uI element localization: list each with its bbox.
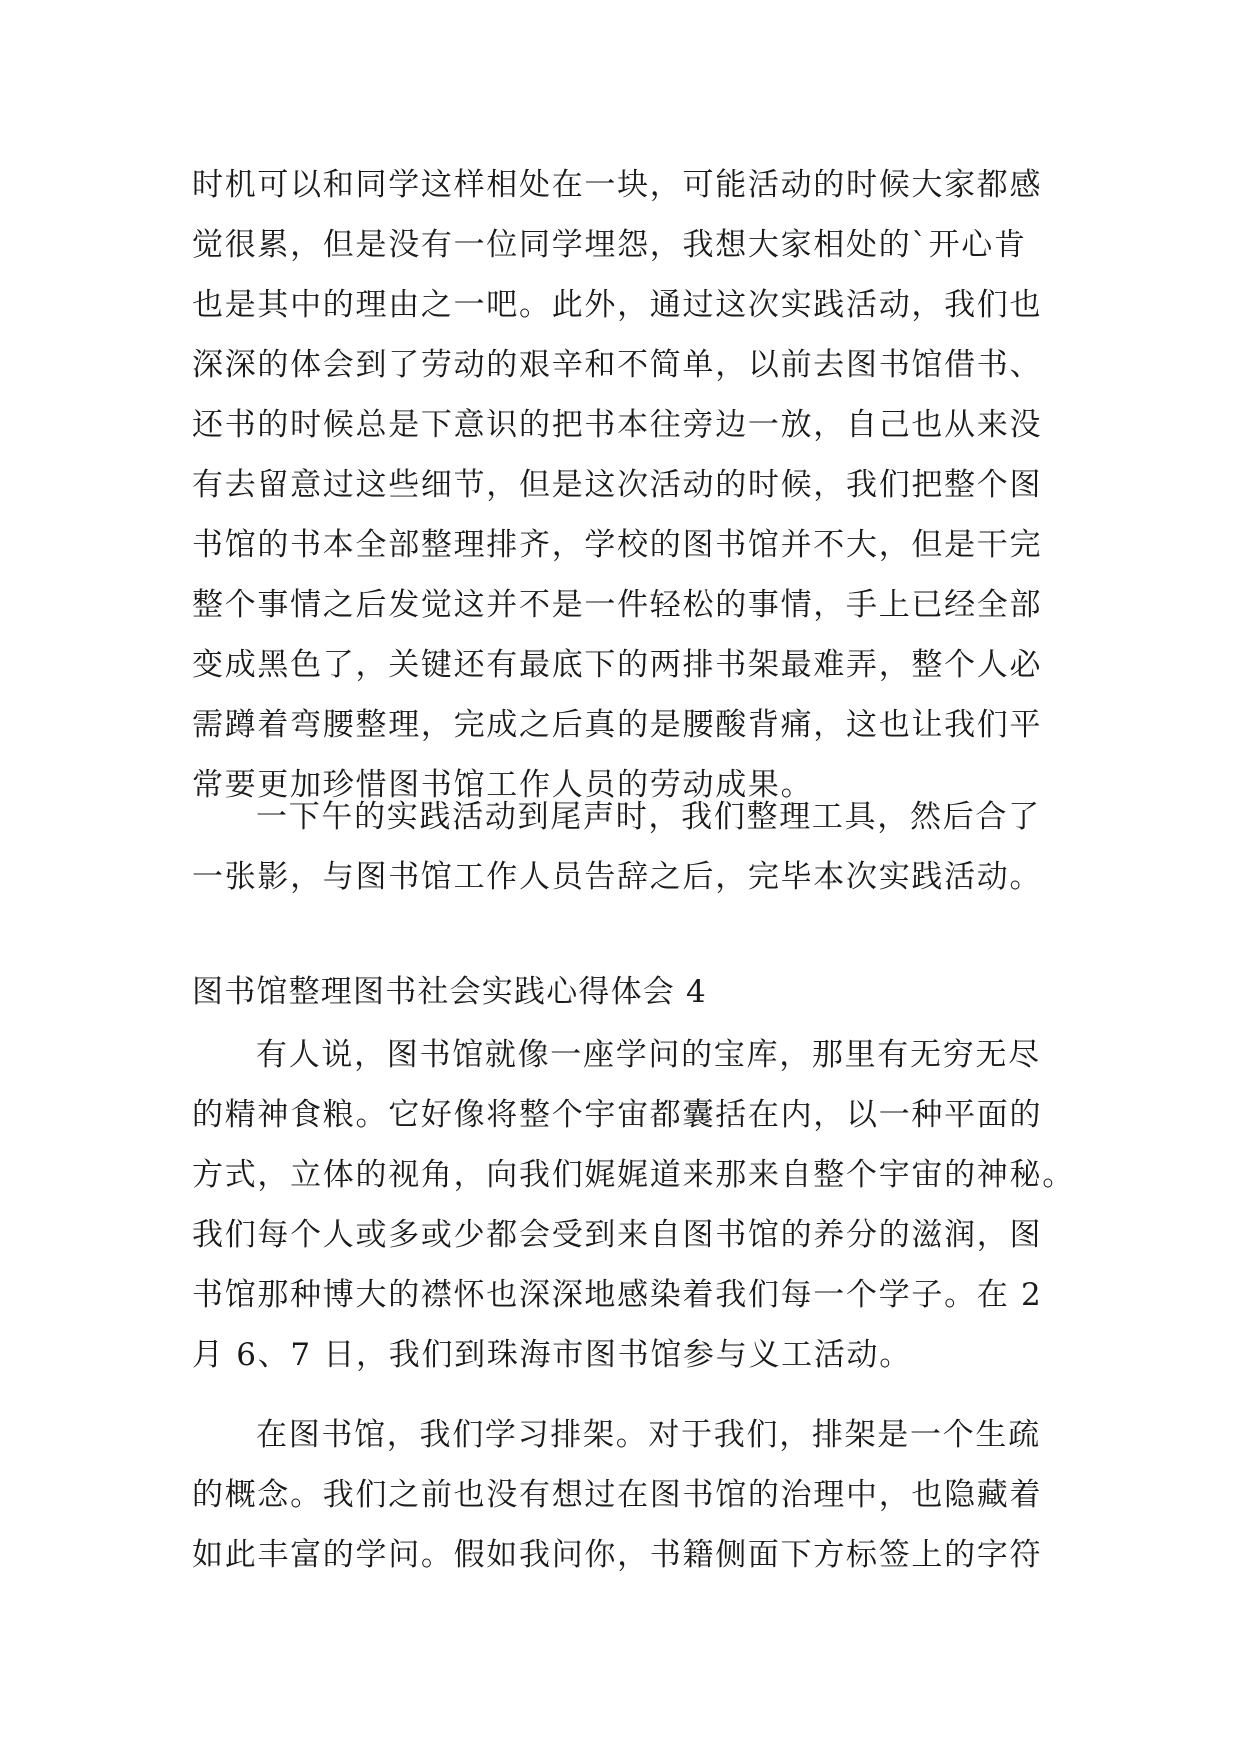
paragraph-line: 常要更加珍惜图书馆工作人员的劳动成果。 bbox=[192, 767, 814, 803]
paragraph-line: 在图书馆，我们学习排架。对于我们，排架是一个生疏 bbox=[256, 1417, 1041, 1453]
paragraph-line: 一张影，与图书馆工作人员告辞之后，完毕本次实践活动。 bbox=[192, 859, 1043, 895]
paragraph-line: 一下午的实践活动到尾声时，我们整理工具，然后合了 bbox=[256, 799, 1041, 835]
paragraph-line: 的精神食粮。它好像将整个宇宙都囊括在内，以一种平面的 bbox=[192, 1097, 1043, 1133]
paragraph-line: 有人说，图书馆就像一座学问的宝库，那里有无穷无尽 bbox=[256, 1037, 1041, 1073]
paragraph-line: 方式，立体的视角，向我们娓娓道来那来自整个宇宙的神秘。 bbox=[192, 1157, 1075, 1193]
paragraph-line: 书馆那种博大的襟怀也深深地感染着我们每一个学子。在 2 bbox=[192, 1277, 1043, 1313]
paragraph-line: 如此丰富的学问。假如我问你，书籍侧面下方标签上的字符 bbox=[192, 1537, 1043, 1573]
paragraph-line: 的概念。我们之前也没有想过在图书馆的治理中，也隐藏着 bbox=[192, 1477, 1043, 1513]
paragraph bbox=[192, 1405, 1072, 1585]
paragraph-line: 需蹲着弯腰整理，完成之后真的是腰酸背痛，这也让我们平 bbox=[192, 707, 1043, 743]
paragraph bbox=[192, 1025, 1075, 1385]
paragraph-line: 月 6、7 日，我们到珠海市图书馆参与义工活动。 bbox=[192, 1337, 912, 1373]
paragraph-line: 整个事情之后发觉这并不是一件轻松的事情，手上已经全部 bbox=[192, 587, 1043, 623]
paragraph-line: 我们每个人或多或少都会受到来自图书馆的养分的滋润，图 bbox=[192, 1217, 1043, 1253]
paragraph-line: 时机可以和同学这样相处在一块，可能活动的时候大家都感 bbox=[192, 167, 1043, 203]
paragraph bbox=[192, 787, 1072, 907]
paragraph-continued bbox=[192, 155, 1072, 815]
paragraph-line: 有去留意过这些细节，但是这次活动的时候，我们把整个图 bbox=[192, 467, 1043, 503]
section-heading: 图书馆整理图书社会实践心得体会 4 bbox=[192, 974, 707, 1010]
paragraph-line: 变成黑色了，关键还有最底下的两排书架最难弄，整个人必 bbox=[192, 647, 1043, 683]
paragraph-line: 觉很累，但是没有一位同学埋怨，我想大家相处的`开心肯 bbox=[192, 227, 1027, 263]
paragraph-line: 也是其中的理由之一吧。此外，通过这次实践活动，我们也 bbox=[192, 287, 1043, 323]
paragraph-line: 书馆的书本全部整理排齐，学校的图书馆并不大，但是干完 bbox=[192, 527, 1043, 563]
paragraph-line: 还书的时候总是下意识的把书本往旁边一放，自己也从来没 bbox=[192, 407, 1043, 443]
paragraph-line: 深深的体会到了劳动的艰辛和不简单，以前去图书馆借书、 bbox=[192, 347, 1043, 383]
